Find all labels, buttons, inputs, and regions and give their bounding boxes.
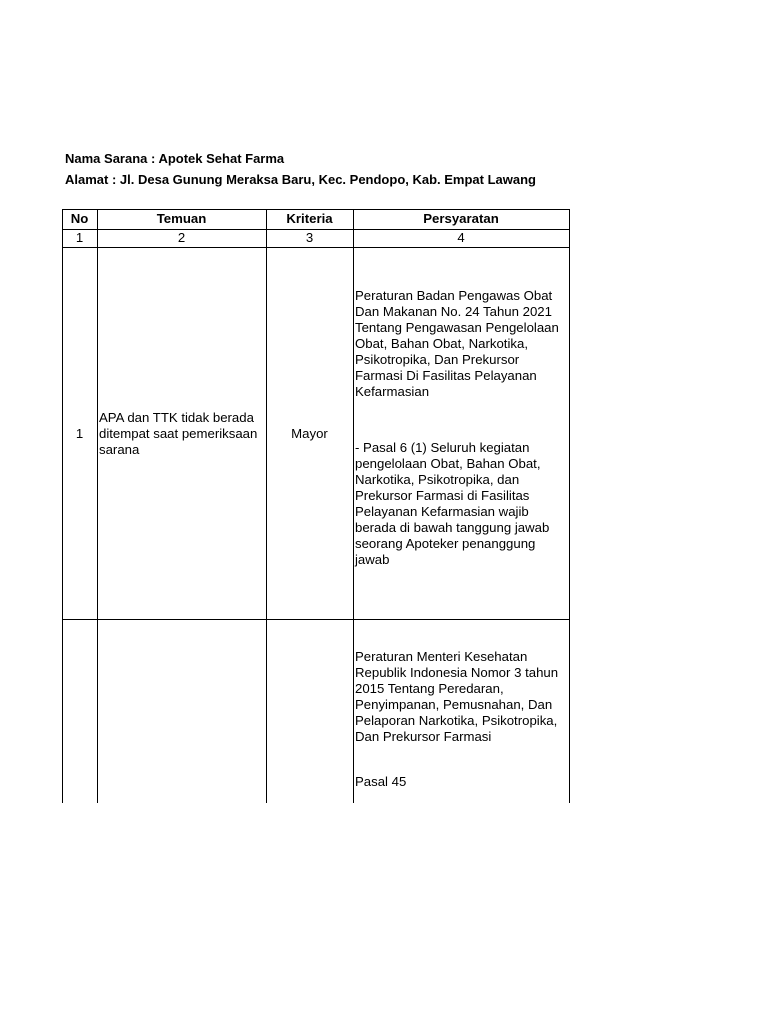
- row-number: 1: [75, 426, 84, 441]
- table-border: [62, 209, 63, 803]
- table-border: [569, 209, 570, 803]
- column-header-persyaratan: Persyaratan: [423, 211, 499, 226]
- column-number: 3: [305, 230, 314, 245]
- persyaratan-regulation: Peraturan Badan Pengawas Obat Dan Makanan No. 24 Tahun 2021 Tentang Pengawasan Pengelolaan Obat, Bahan Obat, Narkotika, Psikotropika, Dan Prekursor Farmasi Di Fasilitas Pelayanan Kefarmasian: [355, 288, 559, 399]
- persyaratan-article: Pasal 45: [355, 774, 407, 789]
- temuan-cell: APA dan TTK tidak berada ditempat saat pemeriksaan sarana: [99, 410, 258, 457]
- column-number: 4: [457, 230, 465, 245]
- column-header-no: No: [70, 211, 89, 226]
- row-divider: [62, 619, 570, 620]
- table-border: [62, 209, 570, 210]
- alamat-label: Alamat : Jl. Desa Gunung Meraksa Baru, Kec. Pendopo, Kab. Empat Lawang: [65, 172, 536, 187]
- column-divider: [266, 209, 267, 803]
- findings-table: [62, 209, 570, 803]
- column-header-temuan: Temuan: [156, 211, 207, 226]
- kriteria-cell: Mayor: [291, 426, 328, 441]
- nama-sarana-label: Nama Sarana : Apotek Sehat Farma: [65, 151, 285, 166]
- column-divider: [353, 209, 354, 803]
- column-divider: [97, 209, 98, 803]
- persyaratan-article: - Pasal 6 (1) Seluruh kegiatan pengelolaan Obat, Bahan Obat, Narkotika, Psikotropika, dan Prekursor Farmasi di Fasilitas Pelayanan Kefarmasian wajib berada di bawah tanggung jawab seorang Apoteker penanggung jawab: [355, 440, 550, 567]
- row-divider: [62, 247, 570, 248]
- column-header-kriteria: Kriteria: [286, 211, 333, 226]
- column-number: 1: [75, 230, 84, 245]
- persyaratan-regulation: Peraturan Menteri Kesehatan Republik Indonesia Nomor 3 tahun 2015 Tentang Peredaran, Penyimpanan, Pemusnahan, Dan Pelaporan Narkotika, Psikotropika, Dan Prekursor Farmasi: [355, 649, 559, 744]
- column-number: 2: [177, 230, 186, 245]
